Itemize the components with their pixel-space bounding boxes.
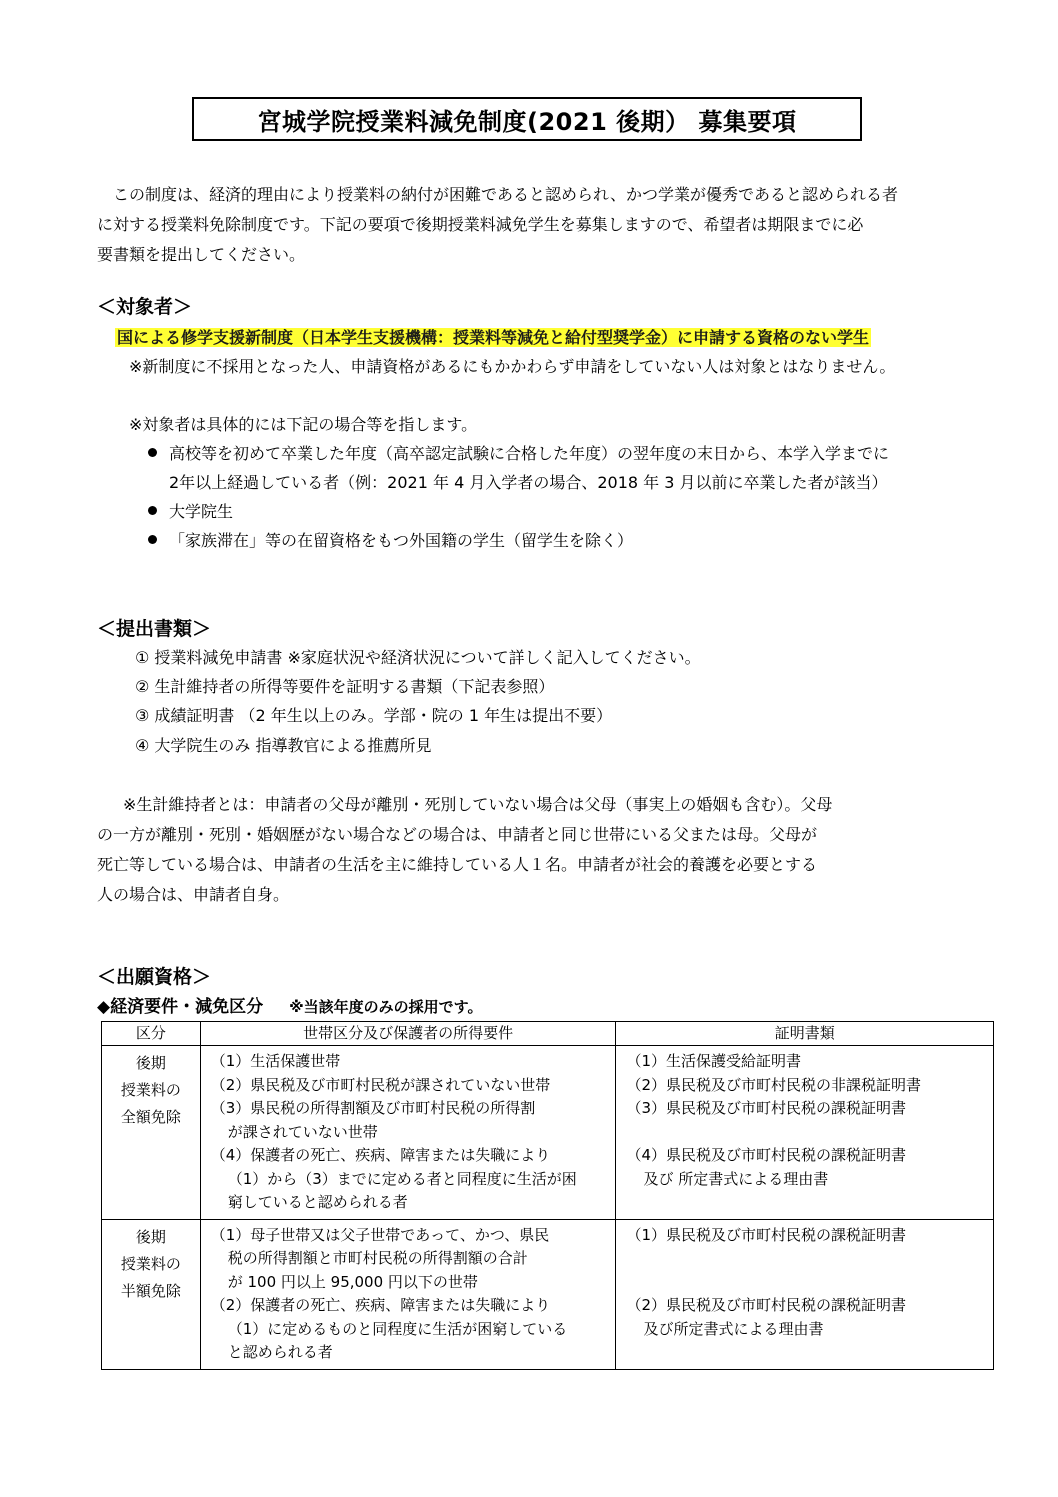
cell-line: （2）県民税及び市町村民税の課税証明書 [626, 1296, 907, 1314]
page-title-text: 宮城学院授業料減免制度(2021 後期） 募集要項 [257, 107, 797, 136]
cell-line: と認められる者 [227, 1343, 333, 1361]
cell-line: 窮していると認められる者 [227, 1193, 408, 1211]
note-line: 人の場合は、申請者自身。 [97, 885, 290, 904]
supporter-definition-note [97, 790, 977, 910]
cell-line: 及び所定書式による理由書 [643, 1319, 824, 1338]
note-line: ※生計維持者とは：申請者の父母が離別・死別していない場合は父母（事実上の婚姻も含む）。父母 [123, 795, 833, 814]
category-line: 授業料の [120, 1081, 181, 1099]
cell-line: （1）県民税及び市町村民税の課税証明書 [626, 1225, 907, 1244]
intro-line: この制度は、経済的理由により授業料の納付が困難であると認められ、かつ学業が優秀であると認められる者 [113, 185, 898, 204]
eligibility-subheading [97, 992, 482, 1017]
cell-line: 税の所得割額と市町村民税の所得割額の合計 [227, 1249, 528, 1267]
table-row [102, 1046, 994, 1220]
cell-line: （3）県民税の所得割額及び市町村民税の所得割 [210, 1099, 536, 1117]
intro-line: に対する授業料免除制度です。下記の要項で後期授業料減免学生を募集しますので、希望者は期限までに必 [97, 215, 864, 234]
bullet-text: 「家族滞在」等の在留資格をもつ外国籍の学生（留学生を除く） [169, 531, 634, 550]
table-cell-docs [616, 1046, 994, 1220]
target-bullet-continued: 2年以上経過している者（例：2021 年 4 月入学者の場合、2018 年 3 月以前に卒業した者が該当） [169, 473, 888, 492]
table-header-docs: 証明書類 [616, 1022, 994, 1046]
table-header-row [102, 1022, 994, 1046]
eligibility-subheading-text: ◆経済要件・減免区分 [97, 997, 264, 1017]
target-bullet [148, 528, 633, 551]
bullet-icon [148, 448, 157, 457]
table-cell-income [200, 1219, 616, 1369]
cell-line: （1）から（3）までに定める者と同程度に生活が困 [227, 1169, 577, 1188]
cell-line: （3）県民税及び市町村民税の課税証明書 [626, 1099, 907, 1117]
target-detail-intro: ※対象者は具体的には下記の場合等を指します。 [129, 415, 478, 434]
cell-line: （2）県民税及び市町村民税の非課税証明書 [626, 1075, 922, 1094]
target-highlight [115, 325, 871, 348]
table-header-category: 区分 [102, 1022, 201, 1046]
cell-line: （4）県民税及び市町村民税の課税証明書 [626, 1146, 907, 1164]
cell-line: （2）県民税及び市町村民税が課されていない世帯 [210, 1075, 551, 1094]
table-cell-category [102, 1219, 201, 1369]
eligibility-heading: ＜出願資格＞ [97, 966, 212, 988]
documents-item: ① 授業料減免申請書 ※家庭状況や経済状況について詳しく記入してください。 [135, 648, 701, 667]
bullet-icon [148, 506, 157, 515]
target-heading: ＜対象者＞ [97, 296, 193, 318]
target-note: ※新制度に不採用となった人、申請資格があるにもかかわらず申請をしていない人は対象とはなりません。 [129, 357, 896, 376]
bullet-text: 大学院生 [169, 502, 234, 521]
intro-line: 要書類を提出してください。 [97, 245, 306, 264]
documents-item: ③ 成績証明書 （2 年生以上のみ。学部・院の 1 年生は提出不要） [135, 706, 613, 725]
table-row [102, 1219, 994, 1369]
category-line: 半額免除 [120, 1281, 181, 1300]
cell-line: 及び 所定書式による理由書 [643, 1169, 829, 1188]
note-line: の一方が離別・死別・婚姻歴がない場合などの場合は、申請者と同じ世帯にいる父または母。父母が [97, 825, 818, 844]
documents-item: ④ 大学院生のみ 指導教官による推薦所見 [135, 736, 432, 755]
cell-line: が課されていない世帯 [227, 1122, 378, 1141]
category-line: 後期 [135, 1227, 166, 1246]
eligibility-table [101, 1021, 994, 1370]
table-header-income: 世帯区分及び保護者の所得要件 [200, 1022, 616, 1046]
cell-line: （1）に定めるものと同程度に生活が困窮している [227, 1319, 568, 1338]
bullet-icon [148, 535, 157, 544]
target-bullet [148, 441, 889, 464]
category-line: 後期 [135, 1054, 166, 1072]
table-cell-docs [616, 1219, 994, 1369]
target-bullet [148, 499, 233, 522]
cell-line [626, 1247, 987, 1271]
table-cell-category [102, 1046, 201, 1220]
documents-item: ② 生計維持者の所得等要件を証明する書類（下記表参照） [135, 677, 555, 696]
cell-line: （4）保護者の死亡、疾病、障害または失職により [210, 1146, 551, 1164]
page-title [192, 97, 862, 141]
cell-line: が 100 円以上 95,000 円以下の世帯 [227, 1272, 478, 1291]
category-line: 全額免除 [120, 1108, 181, 1126]
note-line: 死亡等している場合は、申請者の生活を主に維持している人１名。申請者が社会的養護を必要とする [97, 855, 818, 874]
cell-line: （1）母子世帯又は父子世帯であって、かつ、県民 [210, 1225, 550, 1244]
cell-line [626, 1271, 987, 1295]
category-line: 授業料の [120, 1254, 181, 1273]
target-highlight-text: 国による修学支援新制度（日本学生支援機構：授業料等減免と給付型奨学金）に申請する資格のない学生 [117, 328, 870, 347]
cell-line: （1）生活保護受給証明書 [626, 1052, 802, 1070]
cell-line [626, 1121, 987, 1145]
intro-paragraph [97, 180, 977, 270]
bullet-text: 高校等を初めて卒業した年度（高卒認定試験に合格した年度）の翌年度の末日から、本学入学までに [169, 444, 890, 463]
cell-line: （1）生活保護世帯 [210, 1052, 341, 1070]
table-cell-income [200, 1046, 616, 1220]
documents-heading: ＜提出書類＞ [97, 618, 212, 640]
cell-line: （2）保護者の死亡、疾病、障害または失職により [210, 1296, 551, 1314]
eligibility-subnote: ※当該年度のみの採用です。 [289, 998, 483, 1016]
